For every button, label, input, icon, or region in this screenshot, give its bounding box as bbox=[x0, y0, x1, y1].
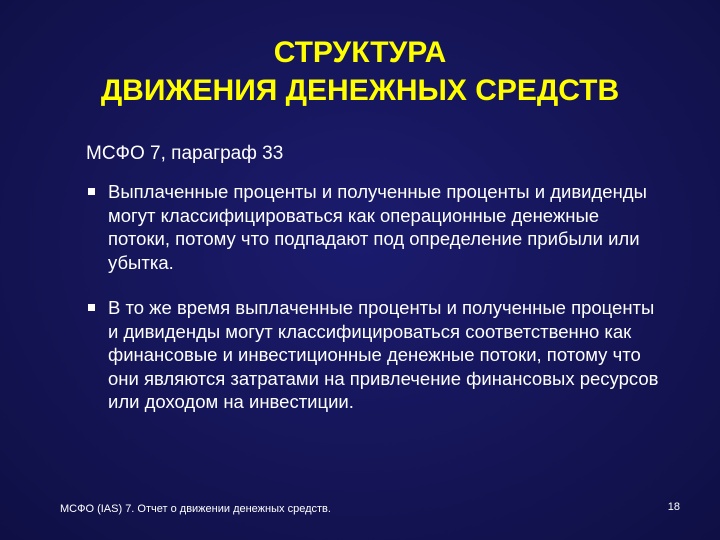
bullet-item bbox=[86, 296, 666, 414]
bullet-item bbox=[86, 180, 666, 274]
square-bullet-icon bbox=[88, 188, 95, 195]
title-line: ДВИЖЕНИЯ ДЕНЕЖНЫХ СРЕДСТВ bbox=[100, 74, 620, 107]
square-bullet-icon bbox=[88, 304, 95, 311]
page-number: 18 bbox=[667, 501, 680, 513]
slide-title bbox=[0, 34, 720, 110]
title-line: СТРУКТУРА bbox=[273, 36, 447, 69]
bullet-text: Выплаченные проценты и полученные проценты и дивиденды могут классифицироваться как операционные денежные потоки, потому что подпадают под определение прибыли или убытка. bbox=[108, 181, 647, 273]
slide-footer: МСФО (IAS) 7. Отчет о движении денежных средств. bbox=[60, 503, 331, 515]
bullet-text: В то же время выплаченные проценты и полученные проценты и дивиденды могут классифицироваться соответственно как финансовые и инвестиционные денежные потоки, потому что они являются затратами на привлечение финансовых ресурсов или доходом на инвестиции. bbox=[108, 297, 659, 412]
bullet-list bbox=[86, 180, 666, 436]
slide-subtitle: МСФО 7, параграф 33 bbox=[86, 143, 284, 164]
